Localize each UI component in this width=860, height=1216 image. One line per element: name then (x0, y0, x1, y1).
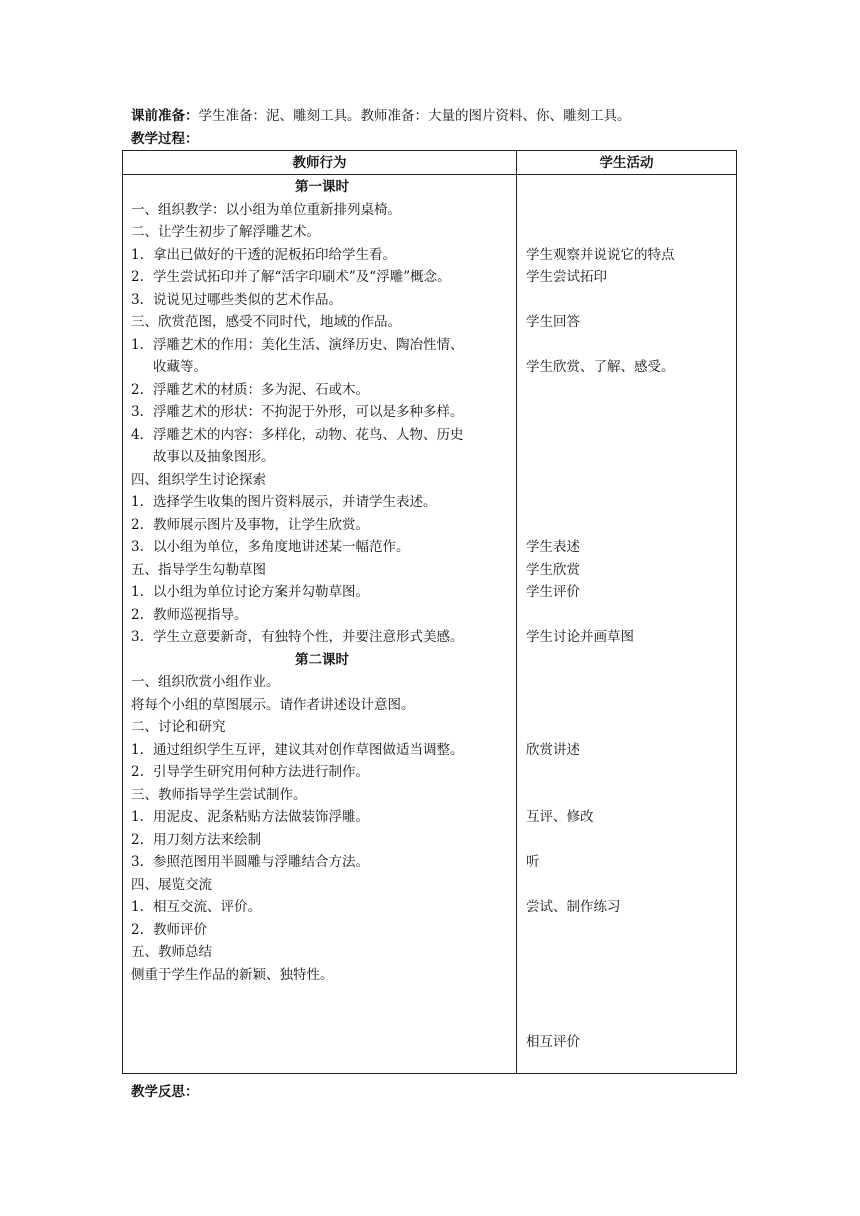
student-row (526, 941, 731, 964)
item-text: 浮雕艺术的内容：多样化，动物、花鸟、人物、历史 (153, 426, 464, 443)
item-number: 2. (131, 831, 144, 848)
student-row: 尝试、制作练习 (526, 899, 621, 915)
teacher-row: 三、欣赏范图，感受不同时代，地域的作品。 (131, 314, 401, 330)
item-text: 浮雕艺术的形状：不拘泥于外形，可以是多种多样。 (153, 404, 464, 420)
teacher-row: 一、组织教学：以小组为单位重新排列桌椅。 (131, 201, 401, 218)
prep-label: 课前准备： (131, 108, 199, 124)
student-row: 学生尝试拓印 (526, 269, 607, 285)
teacher-row: 一、组织欣赏小组作业。 (131, 674, 280, 690)
teacher-row: 收藏等。 (153, 359, 207, 375)
student-row (526, 176, 731, 199)
teacher-row: 五、指导学生勾勒草图 (131, 561, 266, 578)
item-text: 教师巡视指导。 (153, 606, 248, 623)
item-text: 以小组为单位讨论方案并勾勒草图。 (153, 584, 369, 600)
item-number: 2. (131, 381, 144, 398)
teacher-row: 第二课时 (295, 651, 349, 668)
student-row (526, 694, 731, 717)
item-number: 3. (131, 404, 144, 420)
teacher-row (131, 514, 513, 537)
student-row (526, 1009, 731, 1032)
lesson-table (122, 150, 737, 1074)
teacher-row (131, 244, 513, 267)
teacher-row (131, 581, 513, 604)
student-row (526, 514, 731, 537)
item-number: 1. (131, 494, 144, 510)
student-row (526, 716, 731, 739)
item-number: 3. (131, 854, 144, 870)
teacher-row (131, 896, 513, 919)
item-text: 参照范图用半圆雕与浮雕结合方法。 (153, 854, 369, 870)
teacher-column (131, 176, 513, 986)
item-number: 2. (131, 921, 144, 938)
item-text: 用泥皮、泥条粘贴方法做装饰浮雕。 (153, 809, 369, 825)
student-row: 学生观察并说说它的特点 (526, 246, 675, 263)
item-number: 2. (131, 269, 144, 285)
student-row (526, 221, 731, 244)
item-text: 教师评价 (153, 921, 207, 938)
reflection-label: 教学反思： (131, 1084, 199, 1100)
teacher-row (131, 379, 513, 402)
item-text: 选择学生收集的图片资料展示，并请学生表述。 (153, 494, 437, 510)
student-row (526, 491, 731, 514)
item-number: 3. (131, 539, 144, 555)
item-text: 相互交流、评价。 (153, 899, 261, 915)
prep-line (131, 106, 631, 126)
student-row: 学生回答 (526, 314, 580, 330)
item-number: 1. (131, 809, 144, 825)
item-number: 2. (131, 764, 144, 780)
student-row: 相互评价 (526, 1034, 580, 1050)
teacher-row (131, 266, 513, 289)
column-divider (516, 151, 517, 1073)
student-row: 欣赏讲述 (526, 741, 580, 758)
teacher-row (131, 289, 513, 312)
teacher-row: 第一课时 (295, 179, 349, 195)
teacher-row: 侧重于学生作品的新颖、独特性。 (131, 966, 334, 983)
teacher-row: 五、教师总结 (131, 944, 212, 960)
student-row: 听 (526, 854, 540, 870)
item-number: 1. (131, 246, 144, 263)
item-text: 通过组织学生互评，建议其对创作草图做适当调整。 (153, 741, 464, 758)
student-row (526, 919, 731, 942)
item-text: 说说见过哪些类似的艺术作品。 (153, 291, 342, 308)
teacher-row: 将每个小组的草图展示。请作者讲述设计意图。 (131, 696, 415, 713)
student-row: 学生表述 (526, 539, 580, 555)
teacher-row (131, 424, 513, 447)
student-row (526, 671, 731, 694)
header-teacher: 教师行为 (292, 155, 347, 171)
student-row (526, 874, 731, 897)
header-student: 学生活动 (599, 155, 654, 171)
teacher-row (131, 626, 513, 649)
item-text: 用刀刻方法来绘制 (153, 831, 261, 848)
student-row (526, 829, 731, 852)
student-row (526, 964, 731, 987)
teacher-row (131, 851, 513, 874)
student-row (526, 401, 731, 424)
student-row (526, 199, 731, 222)
teacher-row (131, 761, 513, 784)
student-row (526, 424, 731, 447)
teacher-row (131, 806, 513, 829)
student-row (526, 761, 731, 784)
teacher-row (131, 604, 513, 627)
teacher-row (131, 829, 513, 852)
student-row (526, 289, 731, 312)
prep-text: 学生准备：泥、雕刻工具。教师准备：大量的图片资料、你、雕刻工具。 (198, 108, 631, 124)
header-divider (123, 174, 736, 175)
item-text: 学生尝试拓印并了解“活字印刷术”及“浮雕”概念。 (153, 269, 451, 285)
teacher-row (131, 491, 513, 514)
teacher-row: 三、教师指导学生尝试制作。 (131, 786, 307, 803)
item-number: 2. (131, 516, 144, 533)
item-text: 引导学生研究用何种方法进行制作。 (153, 764, 369, 780)
process-label: 教学过程： (131, 131, 199, 147)
teacher-row: 故事以及抽象图形。 (153, 449, 275, 465)
student-row (526, 334, 731, 357)
student-row (526, 604, 731, 627)
item-text: 以小组为单位，多角度地讲述某一幅范作。 (153, 539, 410, 555)
teacher-row (131, 739, 513, 762)
student-row: 学生评价 (526, 584, 580, 600)
item-text: 浮雕艺术的材质：多为泥、石或木。 (153, 381, 369, 398)
item-number: 1. (131, 899, 144, 915)
student-row (526, 986, 731, 1009)
student-row (526, 649, 731, 672)
student-row: 互评、修改 (526, 809, 594, 825)
teacher-row (131, 919, 513, 942)
teacher-row: 四、展览交流 (131, 876, 212, 893)
teacher-row: 二、让学生初步了解浮雕艺术。 (131, 224, 320, 240)
student-row (526, 469, 731, 492)
student-row: 学生欣赏 (526, 561, 580, 578)
item-number: 3. (131, 291, 144, 308)
student-row (526, 784, 731, 807)
item-text: 浮雕艺术的作用：美化生活、演绎历史、陶冶性情、 (153, 336, 464, 353)
item-text: 学生立意要新奇，有独特个性，并要注意形式美感。 (153, 629, 464, 645)
item-number: 1. (131, 741, 144, 758)
item-number: 3. (131, 629, 144, 645)
teacher-row (131, 401, 513, 424)
item-number: 4. (131, 426, 144, 443)
student-row: 学生欣赏、了解、感受。 (526, 359, 675, 375)
teacher-row: 二、讨论和研究 (131, 719, 226, 735)
item-number: 1. (131, 336, 144, 353)
item-text: 拿出已做好的干透的泥板拓印给学生看。 (153, 246, 396, 263)
teacher-row (131, 536, 513, 559)
student-row (526, 379, 731, 402)
teacher-row: 四、组织学生讨论探索 (131, 471, 266, 488)
teacher-row (131, 334, 513, 357)
item-number: 2. (131, 606, 144, 623)
student-row (526, 446, 731, 469)
item-number: 1. (131, 584, 144, 600)
student-column (526, 176, 731, 1054)
item-text: 教师展示图片及事物，让学生欣赏。 (153, 516, 369, 533)
student-row: 学生讨论并画草图 (526, 629, 634, 645)
